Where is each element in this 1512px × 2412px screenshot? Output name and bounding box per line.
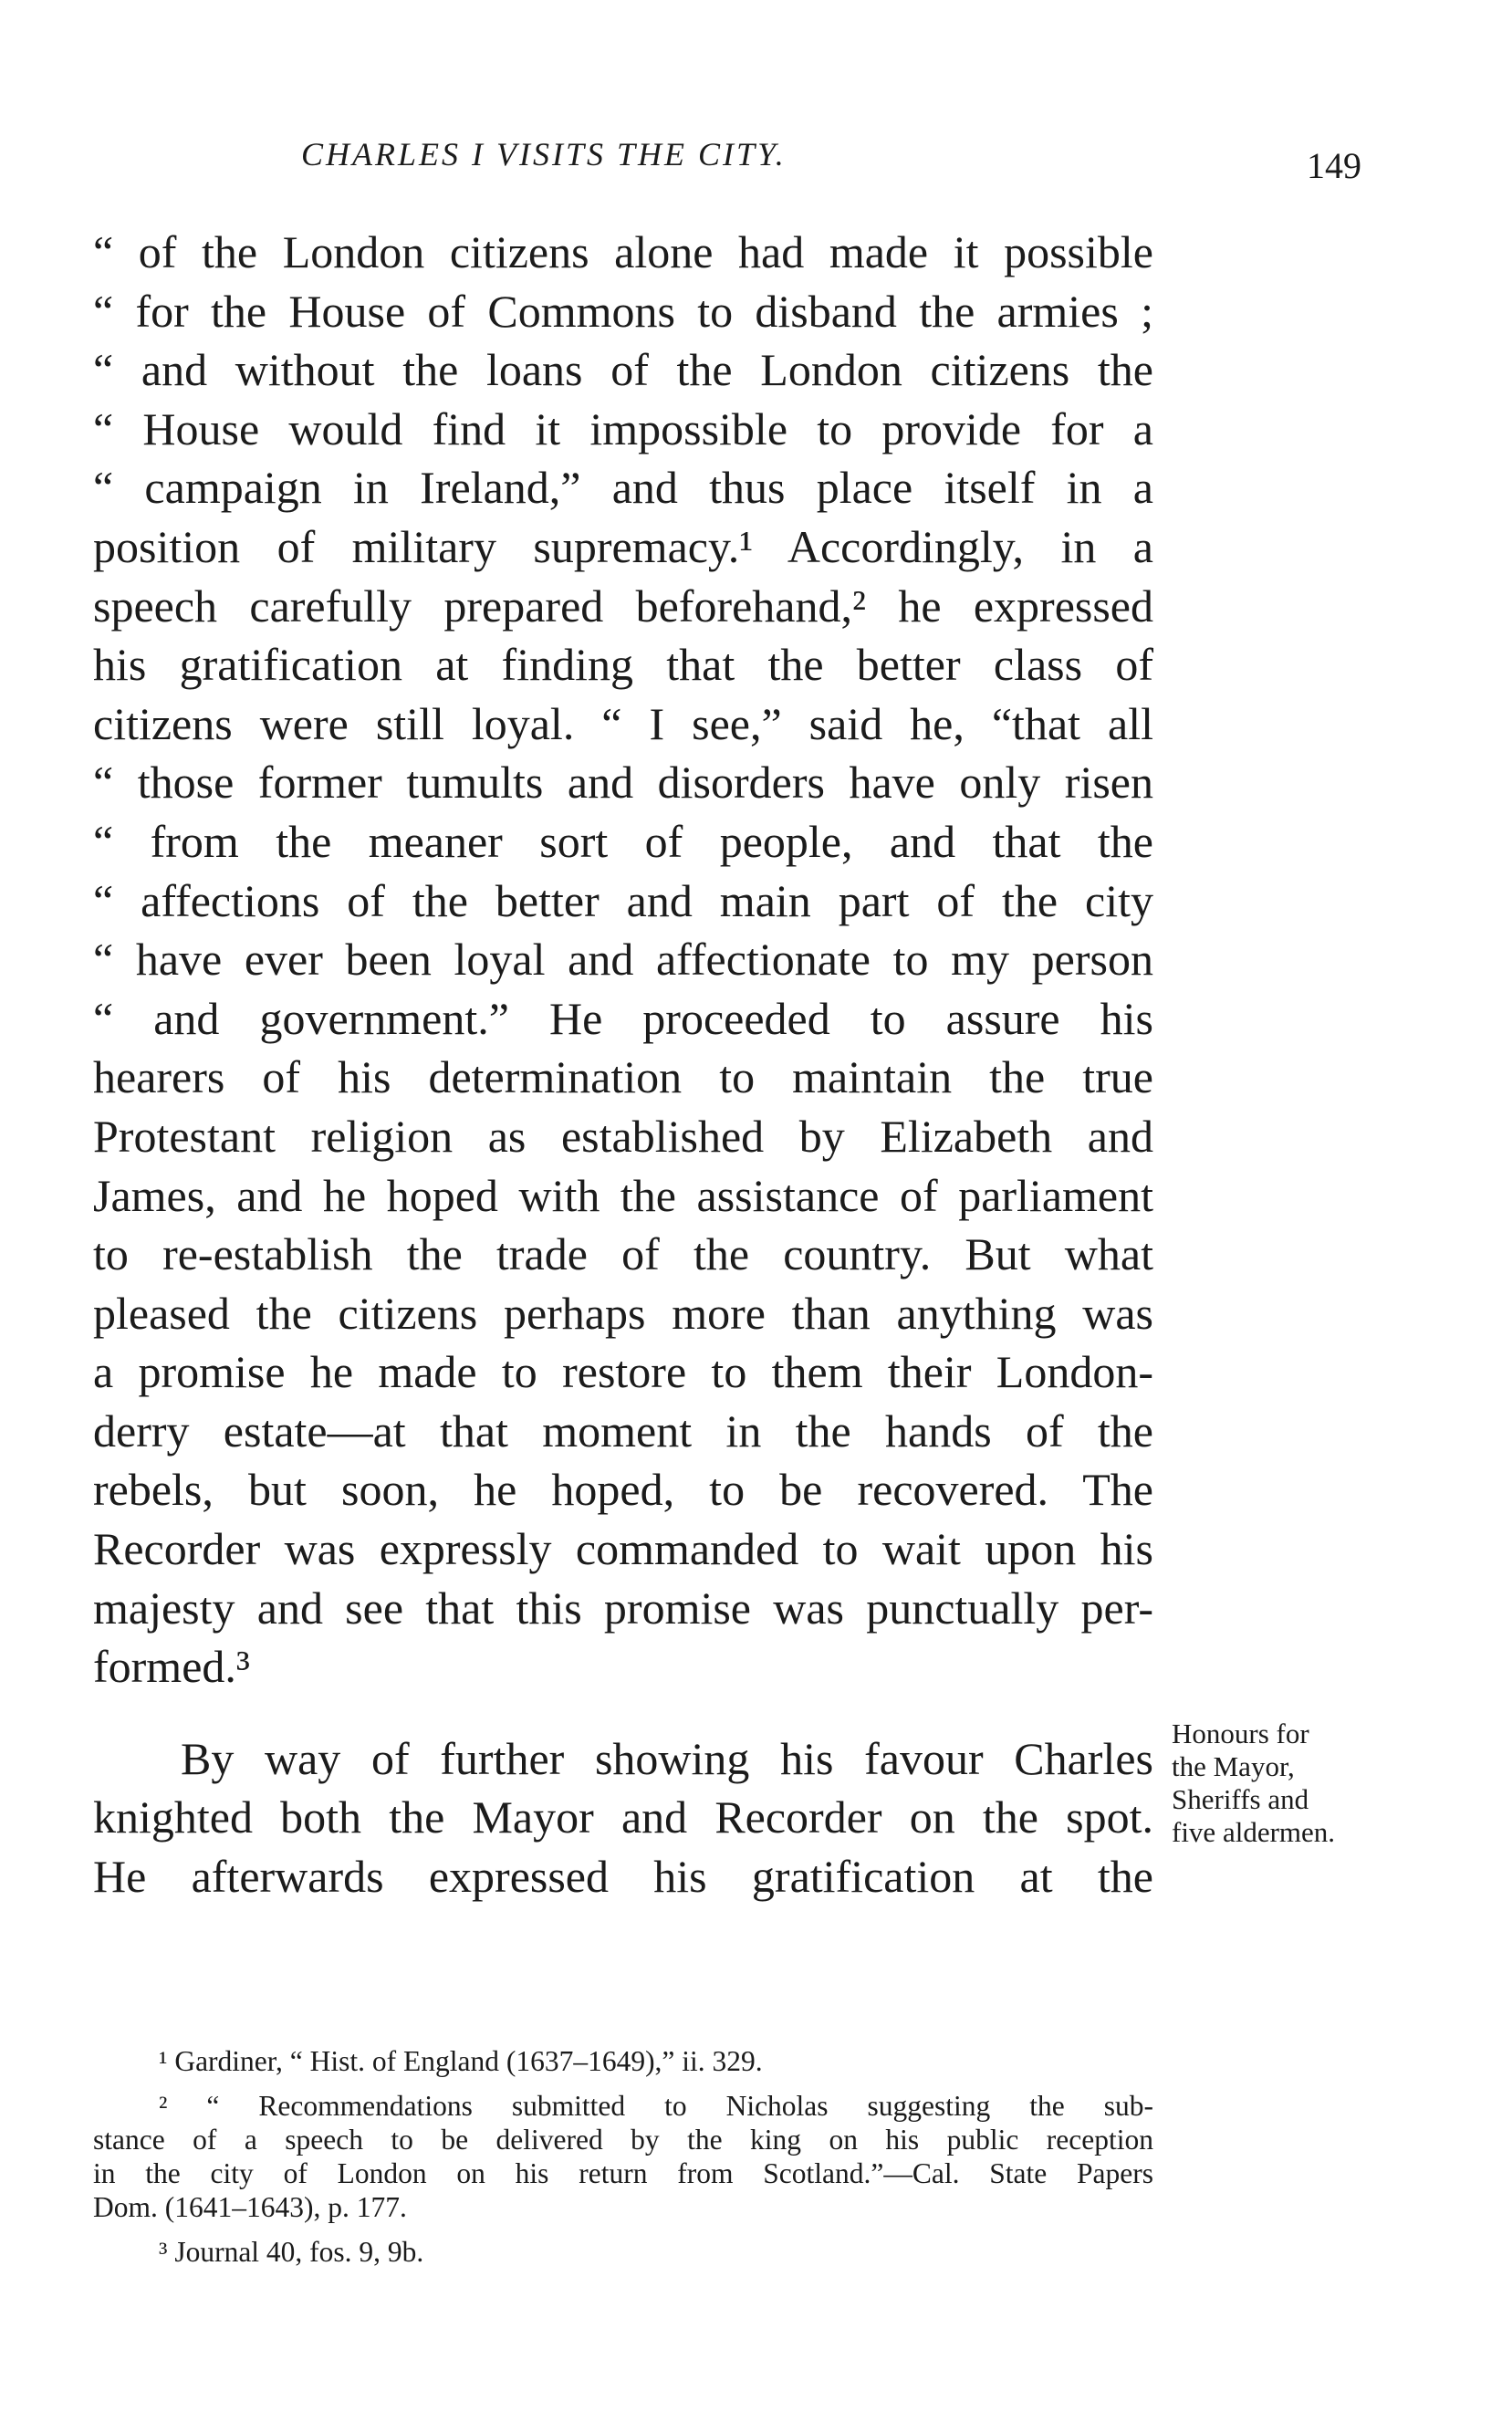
text-line: James, and he hoped with the assistance of parliament <box>93 1169 1153 1221</box>
text-line: hearers of his determination to maintain the true <box>93 1051 1153 1103</box>
text-line: speech carefully prepared beforehand,² he expressed <box>93 580 1153 632</box>
footnote-line: Dom. (1641–1643), p. 177. <box>93 2191 407 2223</box>
text-line: derry estate—at that moment in the hands of the <box>93 1404 1153 1457</box>
text-line: “ affections of the better and main part of the city <box>93 874 1153 926</box>
footnote-line: ² “ Recommendations submitted to Nicholas suggesting the sub- <box>159 2090 1153 2122</box>
paragraph-1 <box>93 223 1153 1697</box>
text-line: knighted both the Mayor and Recorder on the spot. <box>93 1791 1153 1843</box>
margin-note <box>1172 1718 1382 1849</box>
text-line: position of military supremacy.¹ Accordingly, in a <box>93 520 1153 572</box>
text-line: “ of the London citizens alone had made it possible <box>93 226 1153 277</box>
footnote-gap <box>93 2078 1153 2089</box>
footnotes <box>93 2044 1153 2269</box>
text-line: formed.³ <box>93 1641 250 1693</box>
text-line: pleased the citizens perhaps more than anything was <box>93 1287 1153 1339</box>
footnote-2 <box>93 2089 1153 2224</box>
text-line: majesty and see that this promise was punctually per- <box>93 1582 1153 1634</box>
footnote-line: in the city of London on his return from Scotland.”—Cal. State Papers <box>93 2157 1153 2189</box>
text-line: his gratification at finding that the better class of <box>93 639 1153 691</box>
margin-note-line: Honours for <box>1172 1718 1309 1749</box>
text-line: He afterwards expressed his gratification at the <box>93 1851 1153 1903</box>
paragraph-gap <box>93 1697 1153 1729</box>
margin-note-line: the Mayor, <box>1172 1750 1295 1782</box>
text-line: “ for the House of Commons to disband the armies ; <box>93 285 1153 337</box>
page-number: 149 <box>1307 145 1361 186</box>
text-line: a promise he made to restore to them their London- <box>93 1346 1153 1398</box>
text-line: Protestant religion as established by Elizabeth and <box>93 1110 1153 1162</box>
footnote-gap <box>93 2224 1153 2235</box>
text-line: “ have ever been loyal and affectionate to my person <box>93 934 1153 986</box>
paragraph-2 <box>93 1729 1153 1906</box>
footnote-1: ¹ Gardiner, “ Hist. of England (1637–1649),” ii. 329. <box>159 2045 763 2077</box>
footnote-line: stance of a speech to be delivered by the king on his public reception <box>93 2124 1153 2156</box>
footnote-3: ³ Journal 40, fos. 9, 9b. <box>159 2236 424 2268</box>
text-line: citizens were still loyal. “ I see,” said he, “that all <box>93 697 1153 749</box>
running-title: CHARLES I VISITS THE CITY. <box>301 136 787 172</box>
text-line: “ and without the loans of the London citizens the <box>93 344 1153 396</box>
text-line: “ from the meaner sort of people, and that the <box>93 815 1153 867</box>
text-line: “ campaign in Ireland,” and thus place itself in a <box>93 462 1153 514</box>
text-line: Recorder was expressly commanded to wait upon his <box>93 1523 1153 1575</box>
text-line: By way of further showing his favour Charles <box>181 1732 1153 1784</box>
text-line: to re-establish the trade of the country. But what <box>93 1228 1153 1280</box>
text-line: “ and government.” He proceeded to assure his <box>93 992 1153 1044</box>
margin-note-line: Sheriffs and <box>1172 1783 1309 1815</box>
margin-note-line: five aldermen. <box>1172 1816 1336 1848</box>
text-line: rebels, but soon, he hoped, to be recovered. The <box>93 1464 1153 1516</box>
main-text <box>93 223 1153 1906</box>
text-line: “ House would find it impossible to provide for a <box>93 402 1153 454</box>
text-line: “ those former tumults and disorders have only risen <box>93 757 1153 809</box>
